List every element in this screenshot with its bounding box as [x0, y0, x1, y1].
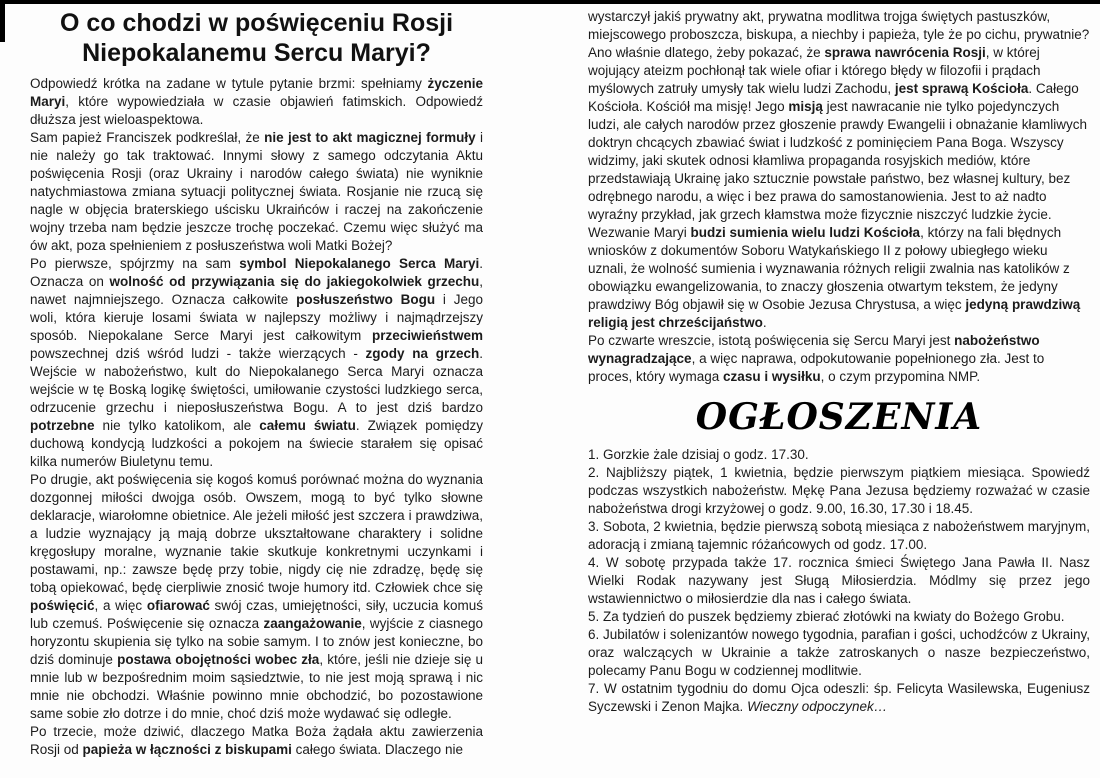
body-text: Po pierwsze, spójrzmy na sam — [30, 256, 240, 271]
scan-border-top — [0, 0, 1100, 4]
article-body-left — [30, 75, 483, 759]
right-column — [588, 8, 1090, 716]
body-text: nie tylko katolikom, ale — [94, 418, 260, 433]
article-paragraph — [30, 255, 483, 471]
emphasized-text: zgody na grzech — [365, 346, 480, 361]
emphasized-text: ofiarować — [146, 598, 210, 613]
body-text: . — [762, 315, 767, 330]
emphasized-text: przeciwieństwem — [371, 328, 483, 343]
body-text: , a więc naprawa, odpokutowanie popełnionego zła. Jest to proces, który wymaga — [588, 351, 1045, 384]
body-text: Odpowiedź krótka na zadane w tytule pytanie brzmi: spełniamy — [30, 76, 428, 91]
body-text: , które wypowiedziała w czasie objawień fatimskich. Odpowiedź dłuższa jest wieloaspektowa. — [30, 94, 483, 127]
body-text: 6. Jubilatów i solenizantów nowego tygodnia, parafian i gości, uchodźców z Ukrainy, oraz walczących w Ukrainie a także zatroskanych o nasze bezpieczeństwo, polecamy Panu Bogu w codziennej modlitwie. — [588, 627, 1090, 678]
article-paragraph — [30, 723, 483, 759]
article-body-right — [588, 8, 1090, 386]
article-title — [30, 8, 483, 68]
body-text: 1. Gorzkie żale dzisiaj o godz. 17.30. — [588, 447, 809, 462]
body-text: . Związek pomiędzy duchową kondycją ludzkości a pokojem na świecie starałem się opisać kilka numerów Biuletynu temu. — [30, 418, 483, 469]
announcements-heading: OGŁOSZENIA — [695, 396, 983, 438]
body-text: Sam papież Franciszek podkreślał, że — [30, 130, 265, 145]
article-title-line-2: Niepokalanemu Sercu Maryi? — [82, 39, 431, 67]
body-text: , nawet najmniejszego. Oznacza całkowite — [30, 274, 484, 307]
emphasized-text: sprawa nawrócenia Rosji — [824, 45, 986, 60]
announcement-item — [588, 446, 1090, 464]
article-paragraph — [30, 129, 483, 255]
left-column — [30, 8, 483, 759]
article-paragraph — [588, 8, 1090, 332]
article-paragraph — [588, 332, 1090, 386]
body-text: powszechnej dziś wśród ludzi - także wierzących - — [30, 346, 366, 361]
body-text: 5. Za tydzień do puszek będziemy zbierać złotówki na kwiaty do Bożego Grobu. — [588, 609, 1065, 624]
emphasized-text: zaangażowanie — [263, 616, 362, 631]
italic-text: Wieczny odpoczynek… — [747, 699, 888, 714]
emphasized-text: nie jest to akt magicznej formuły — [264, 130, 476, 145]
article-paragraph — [30, 471, 483, 723]
emphasized-text: jedyną prawdziwą religią jest chrześcijaństwo — [588, 297, 1081, 330]
body-text: , w której wojujący ateizm pochłonął tak wiele ofiar i którego błędy w filozofii i prądach myślowych zatruły umysły tak wielu ludzi Zachodu, — [588, 45, 1041, 96]
body-text: Po drugie, akt poświęcenia się kogoś komuś porównać można do wyznania dozgonnej miłości dwojga osób. Owszem, mogą to być tylko słowne deklaracje, wiarołomne obietnice. Ale jeżeli miłość jest szczera i prawdziwa, a ludzie wyznający ją mają dobrze ukształtowane charaktery i solidne kręgosłupy moralne, wyznanie takie skutkuje konkretnymi uczynkami i postawami, np.: zawsze będę przy tobie, nigdy cię nie zdradzę, będę się tobą opiekować, będę cierpliwie znosić twoje humory itd. Człowiek chce się — [30, 472, 483, 595]
announcements-list — [588, 446, 1090, 716]
article-title-line-1: O co chodzi w poświęceniu Rosji — [59, 9, 454, 37]
body-text: , wyjście z ciasnego horyzontu skupienia się tylko na sobie samym. I to znów jest konieczne, bo dziś dominuje — [30, 616, 483, 667]
article-paragraph — [30, 75, 483, 129]
body-text: , a więc — [94, 598, 147, 613]
announcement-item — [588, 680, 1090, 716]
body-text: 4. W sobotę przypada także 17. rocznica śmieci Świętego Jana Pawła II. Nasz Wielki Rodak nazywany jest Sługą Miłosierdzia. Módlmy się przez jego wstawiennictwo o miłosierdzie dla nas i całego świata. — [588, 555, 1090, 606]
body-text: 3. Sobota, 2 kwietnia, będzie pierwszą sobotą miesiąca z nabożeństwem maryjnym, adoracją i zmianą tajemnic różańcowych od godz. 17.00. — [588, 519, 1090, 552]
body-text: i nie należy go tak traktować. Innymi słowy z samego odczytania Aktu poświęcenia Rosji (oraz Ukrainy i narodów całego świata) nie wyniknie natychmiastowa zmiana sytuacji politycznej świata. Rosjanie nie rzucą się nagle w objęcia braterskiego uścisku Ukraińców i raczej na zakończenie wojny trzeba nam będzie jeszcze trochę poczekać. Czemu więc służyć ma ów akt, poza spełnieniem z posłuszeństwa woli Matki Bożej? — [30, 130, 483, 253]
body-text: , które, jeśli nie dzieje się u mnie lub w bezpośrednim moim sąsiedztwie, to nie jest moją sprawą i nic mnie nie obchodzi. Właśnie powinno mnie obchodzić, bo pozostawione same sobie zło dotrze i do mnie, choć dziś może wydawać się odległe. — [30, 652, 484, 721]
body-text: 7. W ostatnim tygodniu do domu Ojca odeszli: śp. Felicyta Wasilewska, Eugeniusz Syczewski i Zenon Majka. — [588, 681, 1090, 714]
emphasized-text: papieża w łączności z biskupami — [82, 742, 292, 757]
scan-border-left — [0, 0, 5, 42]
body-text: całego świata. Dlaczego nie — [291, 742, 463, 757]
announcement-item — [588, 608, 1090, 626]
body-text: . Wejście w nabożeństwo, kult do Niepokalanego Serca Maryi oznacza wejście w tę Boską logikę świętości, umiłowanie czystości ludzkiego serca, odrzucenie grzechu i nieposłuszeństwa Bogu. A to jest dziś bardzo — [30, 346, 483, 415]
announcement-item — [588, 518, 1090, 554]
body-text: . Całego Kościoła. Kościół ma misję! Jego — [588, 81, 1079, 114]
body-text: Po trzecie, może dziwić, dlaczego Matka Boża żądała aktu zawierzenia Rosji od — [30, 724, 483, 757]
body-text: wystarczył jakiś prywatny akt, prywatna modlitwa trojga świętych pastuszków, miejscowego proboszcza, biskupa, a niechby i papieża, tyle że po cichu, prywatnie? Ano właśnie dlatego, żeby pokazać, że — [588, 9, 1090, 60]
emphasized-text: nabożeństwo wynagradzające — [588, 333, 1040, 366]
emphasized-text: poświęcić — [30, 598, 95, 613]
body-text: swój czas, umiejętności, siły, uczucia komuś lub czemuś. Poświęcenie się oznacza — [30, 598, 483, 631]
emphasized-text: potrzebne — [30, 418, 95, 433]
emphasized-text: symbol Niepokalanego Serca Maryi — [239, 256, 480, 271]
announcement-item — [588, 554, 1090, 608]
emphasized-text: postawa obojętności wobec zła — [117, 652, 320, 667]
announcement-item — [588, 626, 1090, 680]
emphasized-text: wolność od przywiązania się do jakiegokolwiek grzechu — [109, 274, 480, 289]
emphasized-text: posłuszeństwo Bogu — [296, 292, 436, 307]
body-text: , którzy na fali błędnych wniosków z dokumentów Soboru Watykańskiego II z połowy ubiegłego wieku uznali, że wolność sumienia i wyznawania różnych religii zwalnia nas katolików z obowiązku ewangelizowania, to znaczy głoszenia otwartym tekstem, że jedyny prawdziwy Bóg objawił się w Osobie Jezusa Chrystusa, a więc — [588, 225, 1070, 312]
emphasized-text: misją — [788, 99, 823, 114]
emphasized-text: całemu światu — [259, 418, 356, 433]
emphasized-text: czasu i wysiłku — [723, 369, 821, 384]
emphasized-text: jest sprawą Kościoła — [894, 81, 1029, 96]
body-text: , o czym przypomina NMP. — [820, 369, 981, 384]
announcement-item — [588, 464, 1090, 518]
emphasized-text: budzi sumienia wielu ludzi Kościoła — [690, 225, 921, 240]
body-text: . Oznacza on — [30, 256, 484, 289]
body-text: i Jego woli, która kieruje losami świata w najlepszy możliwy i najmądrzejszy sposób. Niepokalane Serce Maryi jest całkowitym — [30, 292, 483, 343]
body-text: 2. Najbliższy piątek, 1 kwietnia, będzie pierwszym piątkiem miesiąca. Spowiedź podczas wszystkich nabożeństw. Mękę Pana Jezusa będziemy rozważać w czasie nabożeństwa drogi krzyżowej o godz. 9.00, 16.30, 17.30 i 18.45. — [588, 465, 1090, 516]
emphasized-text: życzenie Maryi — [30, 76, 483, 109]
body-text: jest nawracanie nie tylko pojedynczych ludzi, ale całych narodów przez głoszenie prawdy Ewangelii i obnażanie kłamliwych doktryn chcących zbawiać świat i ludzkość z pominięciem Pana Boga. Wszyscy widzimy, jaki skutek odnosi kłamliwa propaganda rosyjskich mediów, które przedstawiają Ukrainę jako sztucznie powstałe państwo, bez własnej kultury, bez odrębnego narodu, a więc i bez prawa do samostanowienia. Jest to aż nadto wyraźny przykład, jak grzech kłamstwa może fizycznie niszczyć ludzkie życie. Wezwanie Maryi — [588, 99, 1088, 240]
body-text: Po czwarte wreszcie, istotą poświęcenia się Sercu Maryi jest — [588, 333, 955, 348]
